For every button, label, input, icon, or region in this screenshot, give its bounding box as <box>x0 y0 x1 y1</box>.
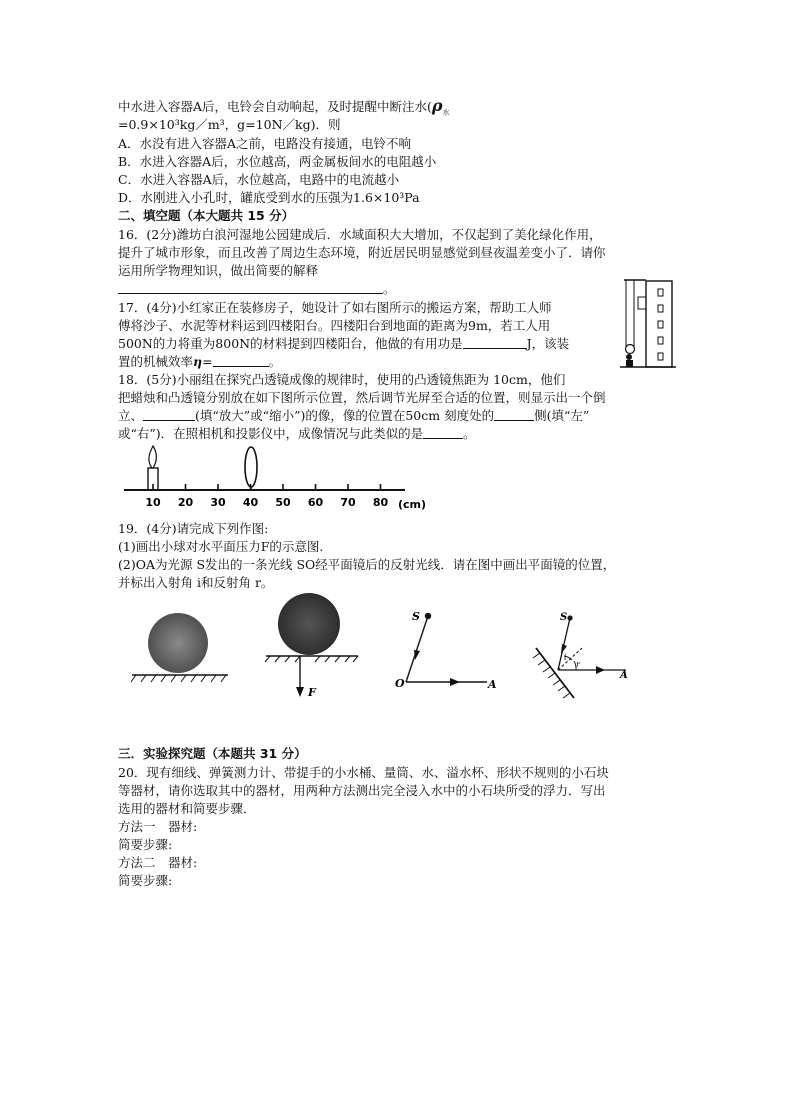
q15-option-d: D．水刚进入小孔时，罐底受到水的压强为1.6×10³Pa <box>118 190 420 205</box>
q20-method2-equipment: 方法二 器材: <box>118 855 198 870</box>
q19-line3: (2)OA为光源 S发出的一条光线 SO经平面镜后的反射光线．请在图中画出平面镜的位置， <box>118 557 616 572</box>
q16-line1: 16．(2分)潍坊白浪河湿地公园建成后．水域面积大大增加，不仅起到了美化绿化作用， <box>118 227 602 242</box>
q20-method2-steps: 简要步骤: <box>118 873 173 888</box>
rho-symbol: ρ <box>431 96 443 115</box>
ball-on-surface-figure <box>128 605 233 685</box>
q17-line2: 傅将沙子、水泥等材料运到四楼阳台。四楼阳台到地面的距离为9m，若工人用 <box>118 318 551 333</box>
label-F: F <box>308 686 316 699</box>
q17-line1: 17．(4分)小红家正在装修房子，她设计了如右图所示的搬运方案，帮助工人师 <box>118 300 552 315</box>
q18-line4: 或“右”)．在照相机和投影仪中，成像情况与此类似的是 。 <box>118 426 476 441</box>
q20-line3: 选用的器材和简要步骤． <box>118 801 256 816</box>
q20-line1: 20．现有细线、弹簧测力计、带提手的小水桶、量筒、水、溢水杯、形状不规则的小石块 <box>118 765 609 780</box>
section2-title: 二、填空题（本大题共 15 分） <box>118 208 295 223</box>
ball-icon <box>148 613 208 673</box>
q18-line1: 18．(5分)小丽组在探究凸透镜成像的规律时，使用的凸透镜焦距为 10cm，他们 <box>118 372 566 387</box>
q16-line2: 提升了城市形象，而且改善了周边生态环境，附近居民明显感觉到昼夜温差变小了．请你 <box>118 245 606 260</box>
optical-bench-figure <box>120 440 440 510</box>
candle-icon <box>148 446 158 490</box>
q17-line3: 500N的力将重为800N的材料提到四楼阳台，他做的有用功是 J，该装 <box>118 336 570 351</box>
ruler-tick-label: 20 <box>177 496 194 509</box>
ruler-unit: (cm) <box>398 498 427 510</box>
q16-line3: 运用所学物理知识，做出简要的解释 <box>118 263 319 278</box>
ball-force-figure <box>262 592 362 704</box>
arrow-head-icon <box>296 687 304 697</box>
q15-line2: =0.9×10³kg／m³，g=10N／kg)．则 <box>118 117 341 132</box>
q15-line1: 中水进入容器A后，电铃会自动响起，及时提醒中断注水($\rho_水$ <box>118 96 450 117</box>
label-r: r <box>576 660 580 669</box>
label-A: A <box>488 678 497 690</box>
ruler-tick-label: 10 <box>145 496 161 509</box>
label-S: S <box>412 610 420 623</box>
mirror-angles-figure <box>530 604 640 708</box>
arrow-head-icon <box>450 678 460 686</box>
q15-option-c: C．水进入容器A后，水位越高，电路中的电流越小 <box>118 172 400 187</box>
q18-line2: 把蜡烛和凸透镜分别放在如下图所示位置，然后调节光屏至合适的位置，则显示出一个倒 <box>118 390 606 405</box>
q18-blank-size[interactable] <box>143 408 195 421</box>
q19-line1: 19．(4分)请完成下列作图: <box>118 521 269 536</box>
q18-blank-device[interactable] <box>423 426 463 439</box>
convex-lens-icon <box>245 447 257 487</box>
q20-method1-steps: 简要步骤: <box>118 837 173 852</box>
q17-blank-work[interactable] <box>463 336 527 349</box>
q17-blank-efficiency[interactable] <box>213 354 269 367</box>
q15-option-a: A．水没有进入容器A之前，电路没有接通，电铃不响 <box>118 136 412 151</box>
q19-line2: (1)画出小球对水平面压力F的示意图. <box>118 539 324 554</box>
q15-option-b: B．水进入容器A后，水位越高，两金属板间水的电阻越小 <box>118 154 437 169</box>
building-pulley-figure <box>620 277 676 369</box>
ruler-tick-label: 30 <box>210 496 226 509</box>
q20-method1-equipment: 方法一 器材: <box>118 819 198 834</box>
ruler-tick-label: 70 <box>340 496 356 509</box>
ruler-tick-label: 80 <box>372 496 389 509</box>
label-i: i <box>564 653 567 662</box>
ruler-ticks <box>145 484 388 509</box>
section3-title: 三．实验探究题（本题共 31 分） <box>118 746 307 761</box>
q20-line2: 等器材，请你选取其中的器材，用两种方法测出完全浸入水中的小石块所受的浮力．写出 <box>118 783 606 798</box>
ruler-tick-label: 50 <box>275 496 291 509</box>
arrow-head-icon <box>596 666 605 674</box>
q19-line4: 并标出入射角 i和反射角 r。 <box>118 575 274 590</box>
q17-line4: 置的机械效率η= 。 <box>118 354 282 369</box>
label-A2: A <box>620 670 628 681</box>
eta-symbol: η <box>193 354 203 369</box>
reflection-rays-figure <box>392 604 502 690</box>
q18-line3: 立、 (填“放大”或“缩小”)的像，像的位置在50cm 刻度处的 侧(填“左” <box>118 408 590 423</box>
label-O: O <box>395 677 405 690</box>
q16-answer-line: 。 <box>118 281 396 297</box>
q18-blank-side[interactable] <box>494 408 534 421</box>
arrow-head-icon <box>414 650 420 660</box>
ruler-tick-label: 40 <box>242 496 259 509</box>
ball-icon <box>278 593 340 655</box>
ruler-tick-label: 60 <box>307 496 324 509</box>
q16-blank[interactable] <box>118 281 383 294</box>
label-S2: S <box>560 612 568 623</box>
